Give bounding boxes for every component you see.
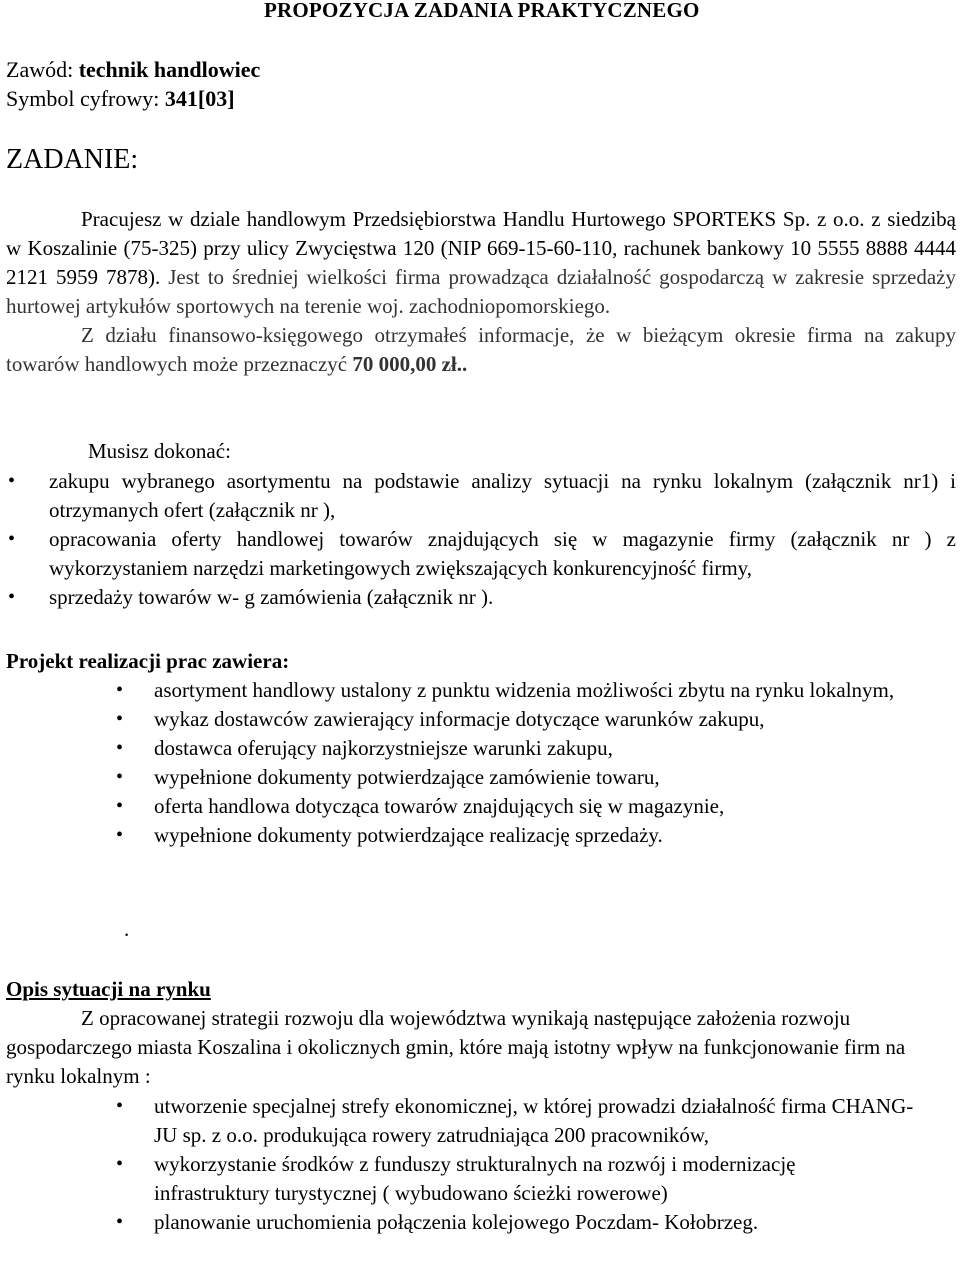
intro-company-description: Jest to średniej wielkości firma prowadząca działalność gospodarczą w zakresie sprzedaży hurtowej artykułów sportowych na terenie woj. zachodniopomorskiego. (6, 265, 956, 318)
symbol-line (6, 84, 260, 113)
bullet-icon: • (116, 1211, 124, 1233)
bullet-icon: • (8, 470, 16, 492)
list-item (6, 705, 956, 734)
market-situation-intro (6, 1004, 956, 1091)
list-item (6, 525, 956, 583)
list-item (6, 763, 956, 792)
bullet-icon: • (8, 586, 16, 608)
intro-budget-text: Z działu finansowo-księgowego otrzymałeś informacje, że w bieżącym okresie firma na zakupy towarów handlowych może przeznaczyć (6, 323, 956, 376)
symbol-value: 341[03] (164, 86, 235, 111)
list-item (6, 467, 956, 525)
project-item-text: oferta handlowa dotycząca towarów znajdujących się w magazynie, (154, 794, 725, 818)
project-item-text: wypełnione dokumenty potwierdzające realizację sprzedaży. (154, 823, 663, 847)
budget-period: . (462, 352, 468, 376)
market-item-text: planowanie uruchomienia połączenia kolejowego Poczdam- Kołobrzeg. (154, 1210, 759, 1234)
market-item-text: wykorzystanie środków z funduszy strukturalnych na rozwój i modernizację infrastruktury turystycznej ( wybudowano ścieżki rowerowe) (154, 1152, 796, 1205)
symbol-label: Symbol cyfrowy: (6, 86, 165, 111)
market-situation-paragraph: Z opracowanej strategii rozwoju dla województwa wynikają następujące założenia rozwoju gospodarczego miasta Koszalina i okolicznych gmin, które mają istotny wpływ na funkcjonowanie firm na rynku lokalnym : (6, 1006, 906, 1088)
bullet-icon: • (116, 737, 124, 759)
bullet-icon: • (116, 1153, 124, 1175)
budget-amount: 70 000,00 zł. (352, 352, 462, 376)
task-text: sprzedaży towarów w- g zamówienia (załącznik nr ). (49, 585, 494, 609)
intro-section (6, 205, 956, 379)
task-text: zakupu wybranego asortymentu na podstawie analizy sytuacji na rynku lokalnym (załącznik nr1) i otrzymanych ofert (załącznik nr ), (49, 469, 956, 522)
stray-period: . (124, 917, 130, 941)
intro-paragraph-1 (6, 205, 956, 321)
must-do-label: Musisz dokonać: (88, 439, 231, 463)
list-item (6, 792, 956, 821)
project-item-text: asortyment handlowy ustalony z punktu widzenia możliwości zbytu na rynku lokalnym, (154, 678, 895, 702)
project-items-list (6, 676, 956, 850)
list-item (6, 734, 956, 763)
project-item-text: wypełnione dokumenty potwierdzające zamówienie towaru, (154, 765, 660, 789)
intro-paragraph-2 (6, 321, 956, 379)
bullet-icon: • (8, 528, 16, 550)
task-list (6, 467, 956, 612)
profession-label: Zawód: (6, 57, 79, 82)
bullet-icon: • (116, 708, 124, 730)
market-situation-heading: Opis sytuacji na rynku (6, 977, 211, 1001)
intro-company-text: Pracujesz w dziale handlowym Przedsiębiorstwa Handlu Hurtowego SPORTEKS Sp. z o.o. z siedzibą w Koszalinie (75-325) przy ulicy Zwycięstwa 120 (NIP 669-15-60-110, rachunek bankowy 10 5555 8888 4444 2121 5959 7878). (6, 207, 956, 289)
bullet-icon: • (116, 824, 124, 846)
task-text: opracowania oferty handlowej towarów znajdujących się w magazynie firmy (załącznik nr ) z wykorzystaniem narzędzi marketingowych zwiększających konkurencyjność firmy, (49, 527, 956, 580)
profession-value: technik handlowiec (78, 57, 261, 82)
document-title: PROPOZYCJA ZADANIA PRAKTYCZNEGO (264, 0, 700, 22)
list-item (6, 821, 956, 850)
list-item (6, 1208, 956, 1237)
bullet-icon: • (116, 766, 124, 788)
project-heading: Projekt realizacji prac zawiera: (6, 649, 290, 673)
project-item-text: wykaz dostawców zawierający informacje dotyczące warunków zakupu, (154, 707, 765, 731)
meta-block (6, 55, 260, 113)
list-item (6, 583, 956, 612)
task-heading: ZADANIE: (6, 144, 139, 175)
bullet-icon: • (116, 679, 124, 701)
market-item-text: utworzenie specjalnej strefy ekonomicznej, w której prowadzi działalność firma CHANG- JU sp. z o.o. produkująca rowery zatrudniająca 200 pracowników, (154, 1094, 914, 1147)
list-item (6, 1092, 956, 1150)
market-items-list (6, 1092, 956, 1237)
bullet-icon: • (116, 1095, 124, 1117)
profession-line (6, 55, 260, 84)
project-item-text: dostawca oferujący najkorzystniejsze warunki zakupu, (154, 736, 613, 760)
bullet-icon: • (116, 795, 124, 817)
list-item (6, 1150, 956, 1208)
list-item (6, 676, 956, 705)
